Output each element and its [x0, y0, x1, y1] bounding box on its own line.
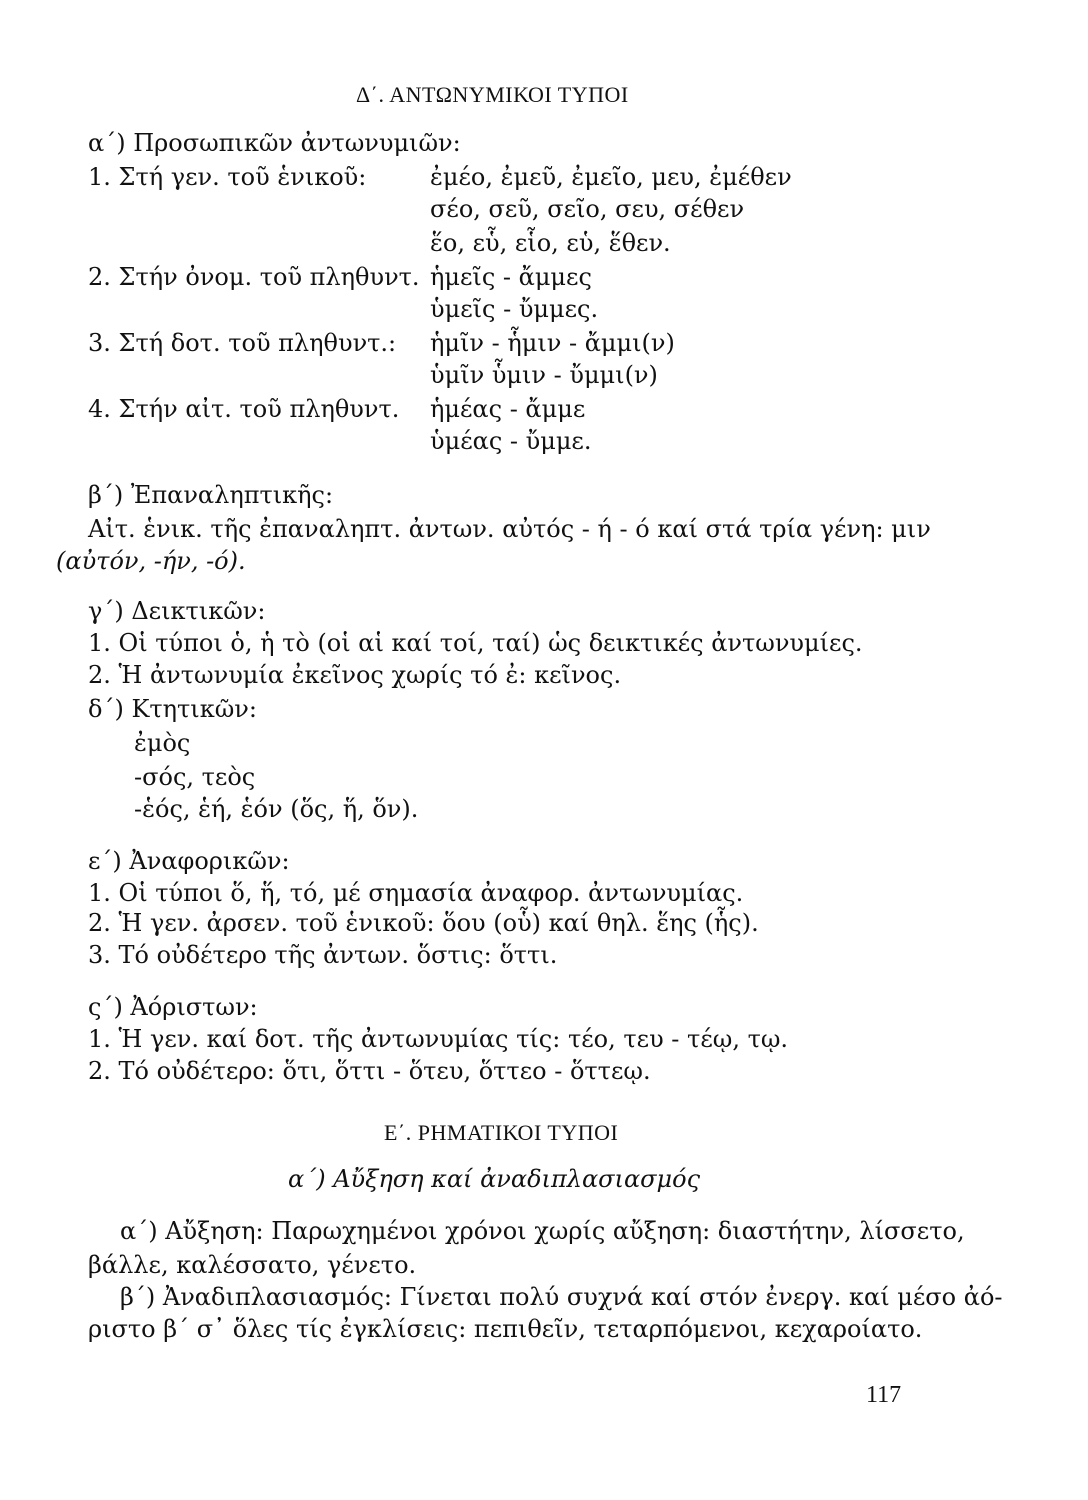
nominative-forms-second: ὑμεῖς - ὔμμες. [430, 295, 599, 323]
possessive-heading: δ΄) Κτητικῶν: [88, 695, 257, 723]
repetitive-pronoun-heading: β΄) Ἐπαναληπτικῆς: [88, 481, 334, 509]
augment-subtitle: α΄) Αὔξηση καί ἀναδιπλασιασμός [288, 1165, 701, 1193]
augment-paragraph-line-1: α΄) Αὔξηση: Παρωχημένοι χρόνοι χωρίς αὔξηση: διαστήτην, λίσσετο, [120, 1217, 965, 1245]
relative-item-3: 3. Τό οὐδέτερο τῆς ἀντων. ὅστις: ὅττι. [88, 941, 558, 969]
accusative-plural-label: 4. Στήν αἰτ. τοῦ πληθυντ. [88, 395, 400, 423]
nominative-forms-first: ἡμεῖς - ἄμμες [430, 263, 592, 291]
possessive-form-1: ἐμὸς [134, 729, 191, 757]
nominative-plural-label: 2. Στήν ὀνομ. τοῦ πληθυντ. [88, 263, 420, 291]
personal-pronouns-heading: α΄) Προσωπικῶν ἀντωνυμιῶν: [88, 129, 461, 157]
indefinite-item-1: 1. Ἡ γεν. καί δοτ. τῆς ἀντωνυμίας τίς: τέο, τευ - τέῳ, τῳ. [88, 1025, 789, 1053]
section-e-title: Ε΄. ΡΗΜΑΤΙΚΟΙ ΤΥΠΟΙ [384, 1120, 619, 1145]
accusative-forms-first: ἡμέας - ἄμμε [430, 395, 586, 423]
section-d-title: Δ΄. ΑΝΤΩΝΥΜΙΚΟΙ ΤΥΠΟΙ [356, 82, 629, 107]
dative-forms-first: ἡμῖν - ἧμιν - ἄμμι(ν) [430, 329, 675, 357]
reduplication-paragraph-line-1: β΄) Ἀναδιπλασιασμός: Γίνεται πολύ συχνά καί στόν ἐνεργ. καί μέσο ἀό- [120, 1283, 1003, 1311]
repetitive-pronoun-line-2: (αὐτόν, -ήν, -ό). [56, 547, 246, 575]
indefinite-heading: ς΄) Ἀόριστων: [88, 993, 258, 1021]
demonstrative-item-1: 1. Οἱ τύποι ὁ, ἡ τὸ (οἱ αἱ καί τοί, ταί) ὡς δεικτικές ἀντωνυμίες. [88, 629, 863, 657]
possessive-form-3: -ἑός, ἑή, ἑόν (ὅς, ἥ, ὅν). [134, 795, 419, 823]
demonstrative-heading: γ΄) Δεικτικῶν: [88, 597, 266, 625]
reduplication-paragraph-line-2: ριστο β΄ σ᾽ ὅλες τίς ἐγκλίσεις: πεπιθεῖν, τεταρπόμενοι, κεχαροίατο. [88, 1315, 923, 1343]
augment-paragraph-line-2: βάλλε, καλέσσατο, γένετο. [88, 1251, 417, 1279]
repetitive-pronoun-line-1: Αἰτ. ἑνικ. τῆς ἐπαναληπτ. ἀντων. αὐτός - ή - ό καί στά τρία γένη: μιν [88, 515, 931, 543]
accusative-forms-second: ὑμέας - ὔμμε. [430, 427, 592, 455]
dative-plural-label: 3. Στή δοτ. τοῦ πληθυντ.: [88, 329, 397, 357]
genitive-forms-third: ἕο, εὗ, εἷο, εὑ, ἕθεν. [430, 229, 671, 257]
demonstrative-item-2: 2. Ἡ ἀντωνυμία ἐκεῖνος χωρίς τό ἐ: κεῖνος. [88, 661, 622, 689]
relative-item-2: 2. Ἡ γεν. ἀρσεν. τοῦ ἑνικοῦ: ὅου (οὗ) καί θηλ. ἕης (ἧς). [88, 909, 759, 937]
genitive-singular-label: 1. Στή γεν. τοῦ ἑνικοῦ: [88, 163, 367, 191]
possessive-form-2: -σός, τεὸς [134, 763, 256, 791]
relative-item-1: 1. Οἱ τύποι ὅ, ἥ, τό, μέ σημασία ἀναφορ. ἀντωνυμίας. [88, 879, 744, 907]
genitive-forms-first: ἐμέο, ἐμεῦ, ἐμεῖο, μευ, ἐμέθεν [430, 163, 792, 191]
dative-forms-second: ὑμῖν ὗμιν - ὔμμι(ν) [430, 361, 658, 389]
genitive-forms-second: σέο, σεῦ, σεῖο, σευ, σέθεν [430, 195, 745, 223]
page-number: 117 [866, 1382, 902, 1408]
relative-heading: ε΄) Ἀναφορικῶν: [88, 847, 290, 875]
indefinite-item-2: 2. Τό οὐδέτερο: ὅτι, ὅττι - ὅτευ, ὅττεο - ὅττεῳ. [88, 1057, 651, 1085]
